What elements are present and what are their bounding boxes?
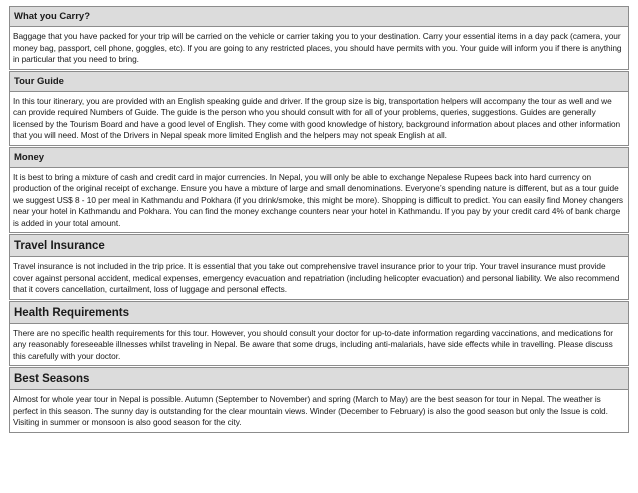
section-title: Best Seasons [10, 368, 628, 390]
document-page [9, 0, 629, 433]
section-title: Travel Insurance [10, 235, 628, 257]
section-tour-guide [9, 71, 629, 146]
section-title: Health Requirements [10, 302, 628, 324]
section-body: There are no specific health requirements for this tour. However, you should consult your doctor for up-to-date information regarding vaccinations, and medications for any reasonably foreseeable illnesses whilst traveling in Nepal. Be aware that some drugs, including anti-malarials, have side effects while in travelling. Please discuss this carefully with your doctor. [13, 327, 613, 361]
section-body: Baggage that you have packed for your trip will be carried on the vehicle or carrier taking you to your destination. Carry your essential items in a day pack (camera, your money bag, passport, cell phone, goggles, etc). If you are going to any restricted places, you should have permits with you. Your guide will inform you if there is anything in particular that you need to bring. [13, 31, 622, 64]
section-body: Almost for whole year tour in Nepal is possible. Autumn (September to November) and spring (March to May) are the best season for tour in Nepal. The weather is perfect in this season. The sunny day is outstanding for the clear mountain views. Winder (December to February) is also the good season but only the Issue is cold. Visiting in summer or monsoon is also good season for the city. [13, 394, 608, 427]
section-title: What you Carry? [10, 7, 628, 27]
section-body: It is best to bring a mixture of cash and credit card in major currencies. In Nepal, you will only be able to exchange Nepalese Rupees back into hard currency on production of the original receipt of exchange. Ensure you have a mixture of large and small denominations. Everyone’s spending nature is different, but as a tour guide we suggest US$ 8 - 10 per meal in Kathmandu and Pokhara (if you drink/smoke, this might be more). Shopping is difficult to predict. You can easily find Money changers near your hotel in Kathmandu and Pokhara. You can find the money exchange counters near your hotel in Kathmandu. If you pay by your credit card 4% of bank charge is added in your total amount. [13, 171, 624, 228]
section-body: In this tour itinerary, you are provided with an English speaking guide and driver. If the group size is big, transportation helpers will accompany the tour as well and we can provide required Numbers of Guide. The guide is the person who you should consult with for all of your problems, queries, suggestions. Guides are generally licensed by the Tourism Board and have a good level of English. They come with good knowledge of history, background information about places and other information that you will need. Most of the Drivers in Nepal speak more limited English and the helpers may not speak English at all. [13, 95, 621, 140]
section-travel-insurance [9, 234, 629, 300]
section-what-you-carry [9, 6, 629, 70]
section-body: Travel insurance is not included in the trip price. It is essential that you take out comprehensive travel insurance prior to your trip. Your travel insurance must provide cover against personal accident, medical expenses, emergency evacuation and repatriation (including helicopter evacuation) and personal liability. We also recommend that it covers cancellation, curtailment, loss of luggage and personal effects. [13, 261, 620, 294]
section-title: Tour Guide [10, 72, 628, 92]
section-money [9, 147, 629, 234]
section-title: Money [10, 148, 628, 168]
section-best-seasons [9, 367, 629, 433]
section-health-requirements [9, 301, 629, 367]
